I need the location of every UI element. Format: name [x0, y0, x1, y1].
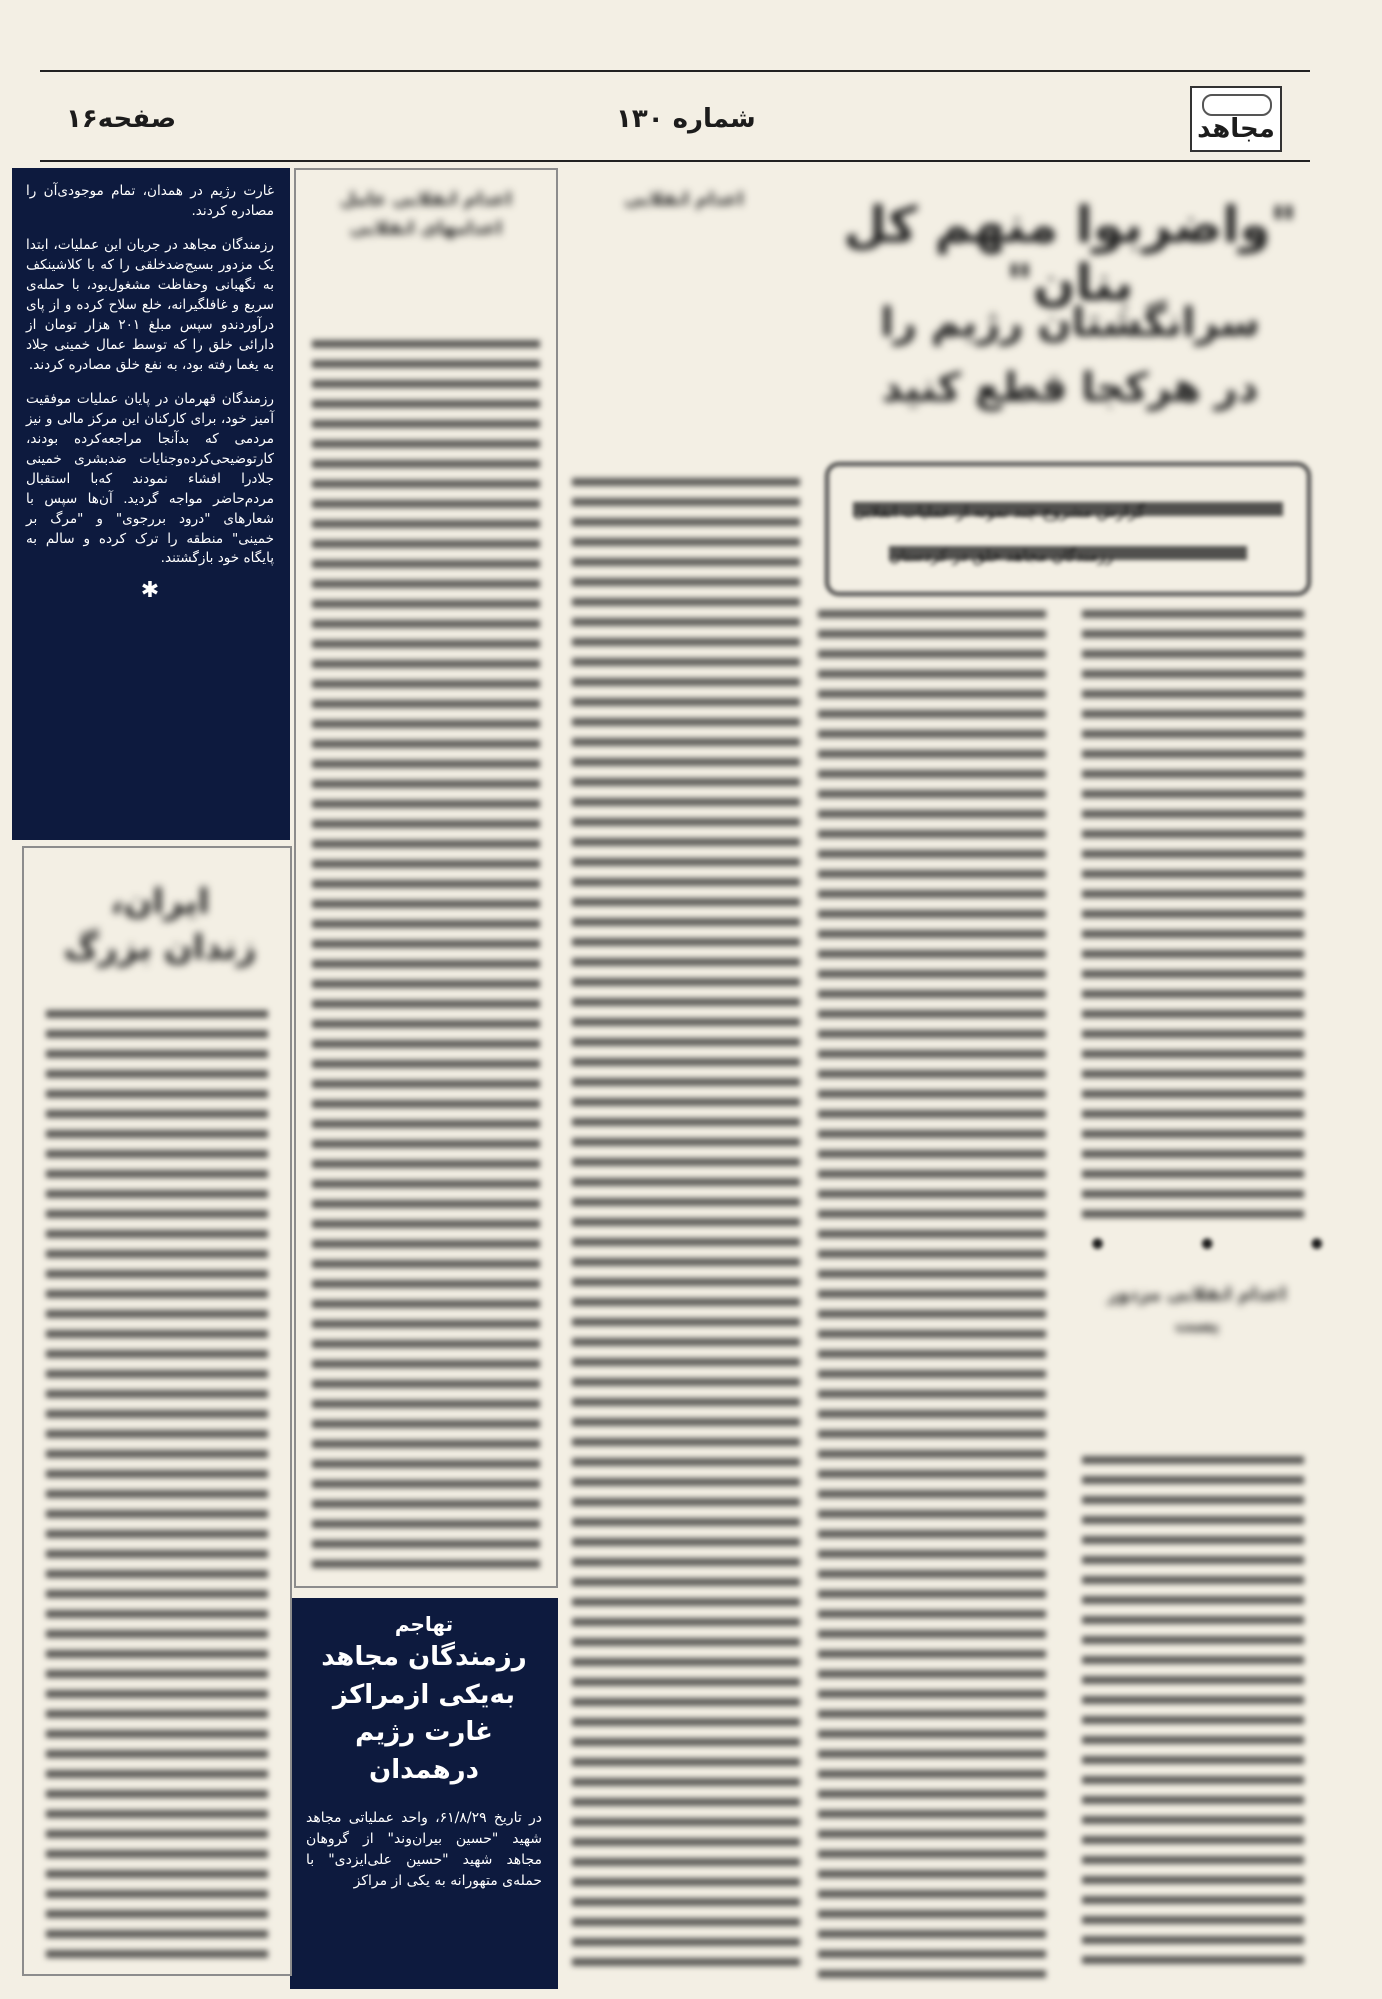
top-story-paragraph: غارت رژیم در همدان، تمام موجودی‌آن را مصادره کردند.	[26, 183, 274, 219]
column-3-blurred-title: اعدام انقلابی	[624, 189, 744, 210]
headline-line: رزمندگان مجاهد	[321, 1642, 527, 1672]
banner-line: رزمندگان مجاهد خلق در کردستان	[889, 546, 1247, 560]
headline-line: غارت رژیم درهمدان	[355, 1717, 493, 1786]
bottom-story-box	[290, 1598, 558, 1989]
top-story-paragraph: رزمندگان قهرمان در پایان عملیات موفقیت آمیز خود، برای کارکنان این مرکز مالی و نیز مردمی که بدآنجا مراجعه‌کرده بودند، کارتوضیحی‌کرده‌وجنایات ضدبشری خمینی جلادرا افشاء نمودند که‌با استقبال مردم‌حاضر مواجه گردید. آن‌ها سپس با شعارهای "درود بررجوی" و "مرگ بر خمینی" منطقه را ترک کرده و سالم به پایگاه خود بازگشتند.	[26, 390, 274, 567]
banner-line: گزارش مشروح چند نمونه از عملیات انقلابی	[853, 502, 1283, 516]
mojahed-logo	[1190, 86, 1282, 152]
blurred-banner-box	[825, 462, 1311, 596]
headline-kicker: تهاجم	[394, 1612, 454, 1636]
bottom-story-body: در تاریخ ۶۱/۸/۲۹، واحد عملیاتی مجاهد شهید "حسین بیران‌وند" از گروهان مجاهد شهید "حسین علی‌ایزدی" با حمله‌ی متهورانه به یکی از مراکز	[306, 1809, 542, 1889]
issue-number: شماره ۱۳۰	[616, 104, 756, 134]
column-3-blurred-text	[572, 478, 800, 1968]
logo-emblem-icon	[1202, 94, 1272, 116]
main-blurred-subtitle: سرانگشتان رژیم را	[880, 300, 1260, 346]
main-blurred-quote: "واضربوا منهم کل بنان"	[843, 196, 1297, 312]
top-story-box	[12, 168, 290, 840]
story-end-ornament: ✱	[140, 578, 160, 604]
bottom-story-headline	[306, 1610, 542, 1790]
left-blurred-text	[46, 1010, 268, 1960]
headline-line: به‌یکی ازمراکز	[332, 1679, 516, 1710]
column-4-blurred-text	[818, 610, 1046, 1980]
section-separator-dots: • • •	[1088, 1228, 1367, 1263]
column-5-blurred-text-lower	[1082, 1456, 1304, 1968]
logo-text: مجاهد	[1197, 114, 1275, 144]
header-top-rule	[40, 70, 1310, 72]
main-blurred-subtitle: در هرکجا قطع کنید	[881, 365, 1259, 411]
column-5-blurred-title: اعدام انقلابی مزدور پست	[1107, 1284, 1287, 1336]
column-2-blurred-text	[312, 340, 540, 1576]
header-bottom-rule	[40, 160, 1310, 162]
page-number: صفحه۱۶	[66, 104, 177, 134]
column-2-blurred-title: اعدام انقلابی عامل اعدامهای انقلابی	[340, 189, 512, 239]
column-5-blurred-text	[1082, 610, 1304, 1222]
top-story-paragraph: رزمندگان مجاهد در جریان این عملیات، ابتدا یک مزدور بسیج‌ضدخلقی را که با کلاشینکف به نگهبانی وحفاظت مشغول‌بود، با حمله‌ی سریع و غافلگیرانه، خلع سلاح کرده و از پای درآوردندو سپس مبلغ ۲۰۱ هزار تومان از دارائی خلق را که توسط عمال خمینی جلاد به یغما رفته بود، به نفع خلق مصادره کردند.	[26, 236, 274, 373]
left-blurred-title: ایران، زندان بزرگ	[63, 882, 257, 968]
